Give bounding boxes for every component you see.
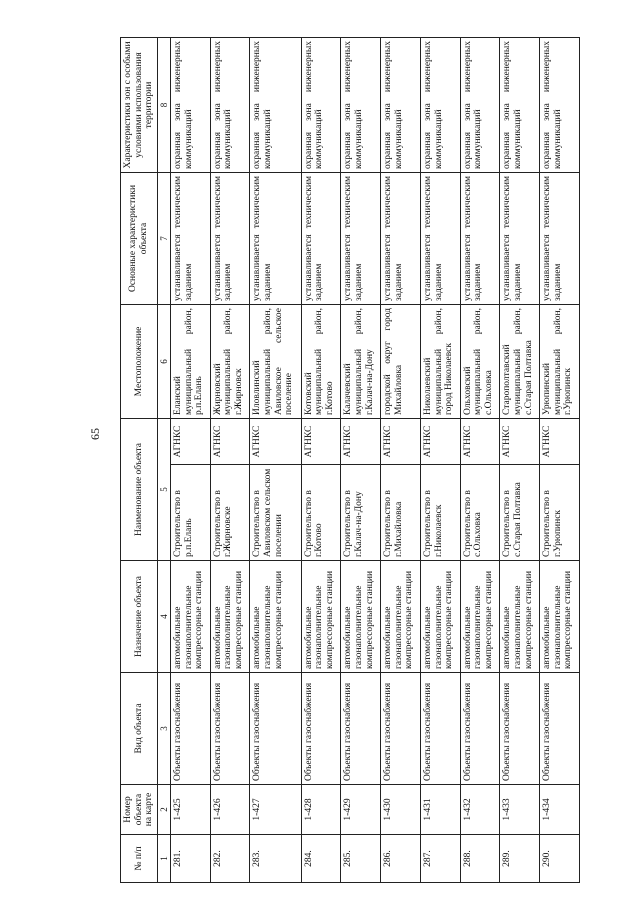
cell-kind: Объекты газоснабжения — [250, 673, 301, 785]
page-number: 65 — [88, 428, 102, 440]
cell-code: 1-432 — [460, 785, 500, 835]
cell-spec: устанавливается техническим заданием — [210, 172, 250, 304]
cell-spec: устанавливается техническим заданием — [170, 172, 210, 304]
cell-code: 1-434 — [540, 785, 580, 835]
cell-zone: охранная зона инженерных коммуникаций — [301, 37, 341, 172]
cell-name: Строительство в р.п.Елань — [170, 465, 210, 561]
cell-name: Строительство в г.Калач-на-Дону — [341, 465, 381, 561]
cell-name: Строительство в Авиловском сельском поселении — [250, 465, 301, 561]
table-row — [500, 37, 540, 882]
cell-tag: АГНКС — [170, 418, 210, 464]
table-row — [540, 37, 580, 882]
header-cell: Назначение объекта — [121, 561, 158, 673]
cell-purpose: автомобильные газонаполнительные компрессорные станции — [540, 561, 580, 673]
table-row — [170, 37, 210, 882]
cell-spec: устанавливается техническим заданием — [250, 172, 301, 304]
header-cell: Вид объекта — [121, 673, 158, 785]
cell-tag: АГНКС — [420, 418, 460, 464]
cell-n: 282. — [210, 835, 250, 883]
cell-tag: АГНКС — [341, 418, 381, 464]
cell-purpose: автомобильные газонаполнительные компрессорные станции — [460, 561, 500, 673]
column-number: 6 — [157, 304, 170, 418]
cell-tag: АГНКС — [250, 418, 301, 464]
cell-purpose: автомобильные газонаполнительные компрессорные станции — [341, 561, 381, 673]
cell-spec: устанавливается техническим заданием — [381, 172, 421, 304]
column-number: 3 — [157, 673, 170, 785]
cell-location: городской округ город Михайловка — [381, 304, 421, 418]
cell-code: 1-427 — [250, 785, 301, 835]
table-body — [170, 37, 579, 882]
cell-spec: устанавливается техническим заданием — [500, 172, 540, 304]
cell-n: 286. — [381, 835, 421, 883]
cell-spec: устанавливается техническим заданием — [540, 172, 580, 304]
cell-n: 290. — [540, 835, 580, 883]
column-number: 4 — [157, 561, 170, 673]
cell-zone: охранная зона инженерных коммуникаций — [540, 37, 580, 172]
cell-n: 285. — [341, 835, 381, 883]
cell-code: 1-431 — [420, 785, 460, 835]
cell-spec: устанавливается техническим заданием — [341, 172, 381, 304]
cell-zone: охранная зона инженерных коммуникаций — [381, 37, 421, 172]
cell-kind: Объекты газоснабжения — [210, 673, 250, 785]
cell-location: Урюпинский муниципальный район, г.Урюпинск — [540, 304, 580, 418]
cell-n: 289. — [500, 835, 540, 883]
cell-kind: Объекты газоснабжения — [170, 673, 210, 785]
header-row — [121, 37, 158, 882]
column-number: 1 — [157, 835, 170, 883]
header-cell: Номер объекта на карте — [121, 785, 158, 835]
header-cell: Местоположение — [121, 304, 158, 418]
cell-n: 283. — [250, 835, 301, 883]
cell-location: Еланский муниципальный район, р.п.Елань — [170, 304, 210, 418]
cell-tag: АГНКС — [460, 418, 500, 464]
cell-n: 281. — [170, 835, 210, 883]
cell-zone: охранная зона инженерных коммуникаций — [210, 37, 250, 172]
table-row — [210, 37, 250, 882]
cell-kind: Объекты газоснабжения — [301, 673, 341, 785]
cell-zone: охранная зона инженерных коммуникаций — [460, 37, 500, 172]
cell-purpose: автомобильные газонаполнительные компрессорные станции — [170, 561, 210, 673]
cell-code: 1-429 — [341, 785, 381, 835]
column-number: 7 — [157, 172, 170, 304]
column-number: 8 — [157, 37, 170, 172]
cell-location: Иловлинский муниципальный район, Авиловское сельское поселение — [250, 304, 301, 418]
cell-purpose: автомобильные газонаполнительные компрессорные станции — [210, 561, 250, 673]
header-cell: № п/п — [121, 835, 158, 883]
cell-zone: охранная зона инженерных коммуникаций — [170, 37, 210, 172]
cell-kind: Объекты газоснабжения — [460, 673, 500, 785]
cell-name: Строительство в г.Жирновске — [210, 465, 250, 561]
header-cell: Характеристики зон с особыми условиями использования территории — [121, 37, 158, 172]
cell-tag: АГНКС — [381, 418, 421, 464]
cell-zone: охранная зона инженерных коммуникаций — [250, 37, 301, 172]
cell-n: 288. — [460, 835, 500, 883]
cell-kind: Объекты газоснабжения — [381, 673, 421, 785]
cell-name: Строительство в с.Старая Полтавка — [500, 465, 540, 561]
table-row — [420, 37, 460, 882]
cell-purpose: автомобильные газонаполнительные компрессорные станции — [250, 561, 301, 673]
table-row — [301, 37, 341, 882]
cell-purpose: автомобильные газонаполнительные компрессорные станции — [301, 561, 341, 673]
cell-name: Строительство в г.Котово — [301, 465, 341, 561]
cell-location: Жирновский муниципальный район, г.Жирновск — [210, 304, 250, 418]
cell-purpose: автомобильные газонаполнительные компрессорные станции — [500, 561, 540, 673]
column-number-row — [157, 37, 170, 882]
cell-tag: АГНКС — [301, 418, 341, 464]
header-cell: Наименование объекта — [121, 418, 158, 560]
column-number: 5 — [157, 418, 170, 560]
cell-location: Калачевский муниципальный район, г.Калач-на-Дону — [341, 304, 381, 418]
cell-name: Строительство в с.Ольховка — [460, 465, 500, 561]
cell-name: Строительство в г.Михайловка — [381, 465, 421, 561]
cell-zone: охранная зона инженерных коммуникаций — [500, 37, 540, 172]
table-row — [381, 37, 421, 882]
cell-purpose: автомобильные газонаполнительные компрессорные станции — [381, 561, 421, 673]
cell-kind: Объекты газоснабжения — [500, 673, 540, 785]
cell-spec: устанавливается техническим заданием — [420, 172, 460, 304]
cell-code: 1-433 — [500, 785, 540, 835]
cell-kind: Объекты газоснабжения — [341, 673, 381, 785]
cell-spec: устанавливается техническим заданием — [301, 172, 341, 304]
cell-tag: АГНКС — [500, 418, 540, 464]
cell-code: 1-425 — [170, 785, 210, 835]
column-number: 2 — [157, 785, 170, 835]
cell-code: 1-430 — [381, 785, 421, 835]
cell-code: 1-426 — [210, 785, 250, 835]
rotated-table-wrapper — [120, 38, 580, 883]
cell-name: Строительство в г.Николаевск — [420, 465, 460, 561]
cell-n: 284. — [301, 835, 341, 883]
cell-tag: АГНКС — [540, 418, 580, 464]
cell-code: 1-428 — [301, 785, 341, 835]
cell-zone: охранная зона инженерных коммуникаций — [420, 37, 460, 172]
table-row — [341, 37, 381, 882]
cell-location: Ольховский муниципальный район, с.Ольховка — [460, 304, 500, 418]
cell-location: Котовский муниципальный район, г.Котово — [301, 304, 341, 418]
header-cell: Основные характеристики объекта — [121, 172, 158, 304]
cell-name: Строительство в г.Урюпинск — [540, 465, 580, 561]
cell-spec: устанавливается техническим заданием — [460, 172, 500, 304]
table-row — [460, 37, 500, 882]
cell-tag: АГНКС — [210, 418, 250, 464]
table-row — [250, 37, 301, 882]
objects-table — [120, 37, 580, 883]
cell-kind: Объекты газоснабжения — [540, 673, 580, 785]
cell-purpose: автомобильные газонаполнительные компрессорные станции — [420, 561, 460, 673]
cell-zone: охранная зона инженерных коммуникаций — [341, 37, 381, 172]
cell-location: Старополтавский муниципальный район, с.Старая Полтавка — [500, 304, 540, 418]
cell-n: 287. — [420, 835, 460, 883]
cell-location: Николаевский муниципальный район, город Николаевск — [420, 304, 460, 418]
cell-kind: Объекты газоснабжения — [420, 673, 460, 785]
